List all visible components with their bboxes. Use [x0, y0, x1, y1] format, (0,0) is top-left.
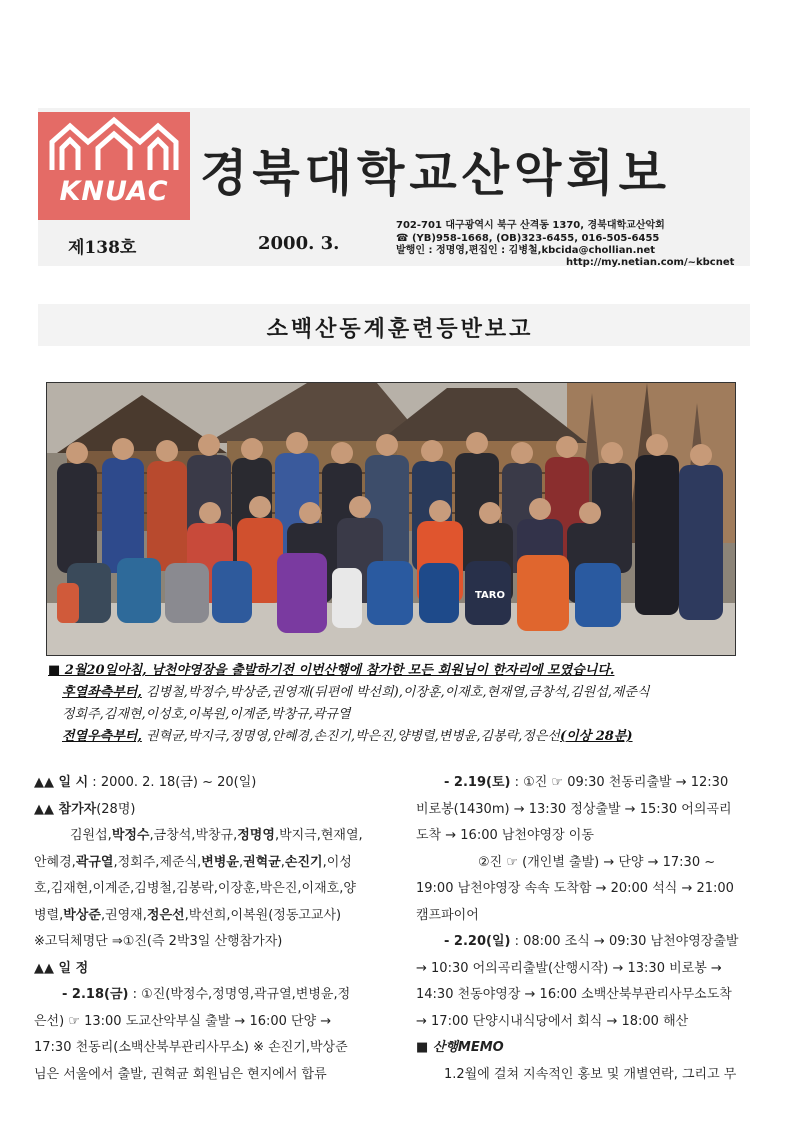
caption-label: 후열좌측부터, — [62, 685, 142, 700]
name-text: ,박선희,이복원(정동고교사) — [184, 907, 342, 923]
note-line: ※고딕체명단 ⇒①진(즉 2박3일 산행참가자) — [34, 934, 283, 949]
text-line: 님은 서울에서 출발, 권혁균 회원님은 현지에서 합류 — [34, 1066, 327, 1082]
text-line: ②진 ☞ (개인별 출발) → 단양 → 17:30 ~ — [478, 854, 716, 870]
article-headline: 소백산동계훈련등반보고 — [266, 316, 534, 342]
text-line: 은선) ☞ 13:00 도교산악부실 출발 → 16:00 단양 → — [34, 1013, 332, 1029]
address-line: 702-701 대구광역시 북구 산격동 1370, 경북대학교산악회 — [396, 220, 665, 231]
day-schedule: : ①진 ☞ 09:30 천동리출발 → 12:30 — [510, 775, 729, 790]
name-bold: 변병윤 — [201, 854, 239, 870]
caption-names: 김병철,박정수,박상준,권영재(뒤편에 박선희),이장훈,이재호,현재열,금창석,김원섭,제준식 — [141, 685, 650, 700]
name-text: ,박지극,현재열, — [274, 828, 363, 843]
participant-count: (28명) — [96, 801, 136, 817]
website-url: http://my.netian.com/~kbcnet — [566, 257, 735, 268]
name-bold: 정은선 — [146, 907, 185, 923]
text-line — [34, 982, 382, 1009]
section-marker: ▲▲ 일 시 — [34, 775, 89, 790]
name-text: ,이성 — [322, 854, 352, 870]
caption-line: 정회주,김재현,이성호,이복원,이계준,박창규,곽규열 — [62, 707, 351, 722]
group-photo — [46, 382, 736, 656]
text-line: 캠프파이어 — [416, 907, 479, 923]
photo-caption — [48, 660, 738, 748]
schedule-dates: : 2000. 2. 18(금) ~ 20(일) — [88, 775, 257, 790]
name-bold: 손진기 — [284, 854, 323, 870]
right-column — [416, 770, 764, 1088]
caption-count: (이상 28분) — [559, 729, 633, 744]
text-line: 19:00 남천야영장 속속 도착함 → 20:00 석식 → 21:00 — [416, 881, 734, 896]
day-label: - 2.19(토) — [444, 775, 511, 790]
caption-label: 전열우측부터, — [62, 729, 142, 744]
text-line: 14:30 천동야영장 → 16:00 소백산북부관리사무소도착 — [416, 987, 732, 1002]
text-line: 도착 → 16:00 남천야영장 이동 — [416, 828, 594, 843]
name-text: ,권영재, — [100, 907, 147, 923]
name-bold: 박정수 — [111, 828, 150, 843]
name-bold: 정명영 — [237, 828, 275, 843]
text-line: 비로봉(1430m) → 13:30 정상출발 → 15:30 어의곡리 — [416, 801, 732, 817]
day-label: - 2.20(일) — [444, 934, 511, 949]
text-line — [34, 903, 382, 930]
svg-text:KNUAC: KNUAC — [59, 176, 169, 207]
section-marker: ▲▲ 참가자 — [34, 801, 97, 817]
day-label: - 2.18(금) — [62, 987, 129, 1002]
text-line: → 10:30 어의곡리출발(산행시작) → 13:30 비로봉 → — [416, 960, 722, 976]
phone-line: ☎ (YB)958-1668, (OB)323-6455, 016-505-6455 — [396, 233, 660, 244]
name-text: , — [280, 854, 285, 870]
day-schedule: : 08:00 조식 → 09:30 남천야영장출발 — [510, 934, 739, 949]
caption-line — [48, 726, 738, 748]
name-text: 병렬, — [34, 907, 64, 923]
text-line — [34, 797, 382, 824]
text-line: 17:30 천동리(소백산북부관리사무소) ※ 손진기,박상준 — [34, 1040, 348, 1055]
publisher-line: 발행인 : 정명영,편집인 : 김병철,kbcida@chollian.net — [396, 245, 656, 256]
name-bold: 박상준 — [63, 907, 101, 923]
name-bold: 권혁균 — [243, 854, 281, 870]
text-line — [34, 770, 382, 797]
text-line — [34, 850, 382, 877]
caption-line — [48, 682, 738, 704]
text-line — [416, 770, 764, 797]
left-column — [34, 770, 382, 1088]
caption-line: ■ 2월20일아침, 남천야영장을 출발하기전 이번산행에 참가한 모든 회원님이 한자리에 모였습니다. — [48, 663, 615, 678]
publication-title: 경북대학교산악회보 — [200, 144, 672, 202]
caption-names: 권혁균,박지극,정명영,안혜경,손진기,박은진,양병렬,변병윤,김봉락,정은선 — [141, 729, 560, 744]
name-text: ,금창석,박창규, — [149, 828, 238, 843]
issue-number: 제138호 — [68, 238, 137, 258]
svg-text:TARO: TARO — [475, 590, 505, 601]
text-line — [34, 823, 382, 850]
text-line: → 17:00 단양시내식당에서 회식 → 18:00 해산 — [416, 1013, 689, 1029]
name-bold: 곽규열 — [75, 854, 114, 870]
name-text: ,정회주,제준식, — [113, 854, 202, 870]
day-schedule: : ①진(박정수,정명영,곽규열,변병윤,정 — [128, 987, 351, 1002]
name-text: , — [238, 854, 244, 870]
name-text: 김원섭, — [70, 828, 112, 843]
knuac-logo — [38, 112, 190, 220]
section-marker: ▲▲ 일 정 — [34, 960, 89, 976]
name-text: 안혜경, — [34, 854, 76, 870]
text-line: 호,김재현,이계준,김병철,김봉락,이장훈,박은진,이재호,양 — [34, 881, 356, 896]
text-line: 1.2월에 걸쳐 지속적인 홍보 및 개별연락, 그리고 무 — [444, 1066, 737, 1082]
memo-heading: ■ 산행MEMO — [416, 1040, 504, 1055]
text-line — [416, 929, 764, 956]
issue-date: 2000. 3. — [258, 233, 340, 254]
